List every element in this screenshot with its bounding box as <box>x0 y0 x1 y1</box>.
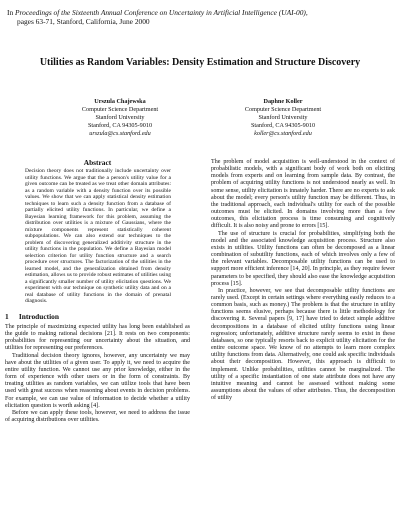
publication-prefix: In <box>7 8 14 17</box>
paragraph: The problem of model acquisition is well-understood in the context of probabilistic models, with a significant body of work both on eliciting models from experts and on learning from sample data. By contrast, the problem of acquiring utility functions is not understood nearly as well. In some sense, utility elicitation is innately harder. There are no experts to ask about the model; every person's utility function may be different. Thus, in the traditional approach, each individual's utility for each of the possible outcomes must be elicited. In domains involving more than a few outcomes, this elicitation process is time consuming and cognitively difficult. It is also noisy and prone to errors [15]. <box>211 159 395 230</box>
paragraph: In practice, however, we see that decomposable utility functions are rarely used. (Except in certain settings where everything easily reduces to a common basis, such as money.) The problem is that the structure in utility functions seems elusive, perhaps because there is little methodology for discovering it. Several papers [9, 17] have tried to detect simple additive decompositions in a database of elicited utility functions using linear regression; unfortunately, additive structure rarely seems to exist in these databases, so one typically resorts back to explicit utility elicitation for the entire outcome space. We know of no attempts to learn more complex utility functions from data. Alternatively, one could ask specific individuals about their decomposition. However, this approach is difficult to implement. Unlike probabilities, utilities cannot be marginalized. The utility of a specific instantiation of one state attribute does not have any intuitive meaning and cannot be assessed without making some assumptions about the values of other attributes. Thus, the decomposition of utility <box>211 287 395 402</box>
paragraph: The principle of maximizing expected utility has long been established as the guide to making rational decisions [21]. It rests on two components: probabilities for representing our uncertainty about the situation, and utilities for representing our preferences. <box>5 324 190 352</box>
author-department: Computer Science Department <box>244 106 322 114</box>
section-number: 1 <box>5 312 9 321</box>
section-heading-introduction <box>5 312 190 321</box>
author-address: Stanford, CA 94305-9010 <box>250 122 316 130</box>
author-department: Computer Science Department <box>81 106 159 114</box>
author-university: Stanford University <box>258 114 308 122</box>
author-name: Daphne Koller <box>263 98 303 105</box>
proceedings-title: Proceedings of the Sixteenth Annual Conference on Uncertainty in Artificial Intelligence (UAI-00), <box>15 8 308 17</box>
author-email: koller@cs.stanford.edu <box>254 130 312 138</box>
publication-pages: pages 63-71, Stanford, California, June 2000 <box>17 17 150 27</box>
author-name: Urszula Chajewska <box>94 98 146 105</box>
author-email: urszula@cs.stanford.edu <box>89 130 151 138</box>
right-column-body <box>211 159 395 402</box>
author-block-2 <box>208 98 358 138</box>
author-block-1 <box>45 98 195 138</box>
author-address: Stanford, CA 94305-9010 <box>87 122 153 130</box>
abstract-text: Decision theory does not traditionally include uncertainty over utility functions. We argue that the a person's utility value for a given outcome can be treated as we treat other domain attributes: as a random variable with a density function over its possible values. We show that we can apply statistical density estimation techniques to learn such a density function from a database of partially elicited utility functions. In particular, we define a Bayesian learning framework for this problem, assuming the distribution over utilities is a mixture of Gaussians, where the mixture components represent statistically coherent subpopulations. We can also extend our techniques to the problem of discovering generalized additivity structure in the utility functions in the population. We define a Bayesian model selection criterion for utility function structure and a search procedure over structures. The factorization of the utilities in the learned model, and the generalization obtained from density estimation, allows us to provide robust estimates of utilities using a significantly smaller number of utility elicitation questions. We experiment with our technique on synthetic utility data and on a real database of utility functions in the domain of prenatal diagnosis. <box>25 168 171 304</box>
abstract-heading: Abstract <box>83 158 112 167</box>
paragraph: Traditional decision theory ignores, however, any uncertainty we may have about the utilities of a given user. To apply it, we need to acquire the entire utility function. We cannot use any prior knowledge, either in the form of experience with other users or in the form of constraints. By treating utilities as random variables, we can utilize tools that have been used with great success when reasoning about events in decision problems. For example, we can use value of information to decide whether a utility elicitation question is worth asking [4]. <box>5 352 190 409</box>
paragraph: Before we can apply these tools, however, we need to address the issue of acquiring distributions over utilities. <box>5 409 190 424</box>
paragraph: The use of structure is crucial for probabilities, simplifying both the model and the associated knowledge acquisition process. Structure also exists in utilities. Utility functions can often be decomposed as a linear combination of subutility functions, each of which involves only a few of the relevant variables. Decomposable utility functions can be used to support more efficient inference [14, 20]. In principle, as they require fewer parameters to be specified, they should also ease the knowledge acquisition process [15]. <box>211 230 395 287</box>
paper-title: Utilities as Random Variables: Density Estimation and Structure Discovery <box>39 57 361 68</box>
section-title: Introduction <box>18 312 59 321</box>
left-column-body <box>5 324 190 424</box>
publication-note <box>7 8 337 27</box>
author-university: Stanford University <box>95 114 145 122</box>
